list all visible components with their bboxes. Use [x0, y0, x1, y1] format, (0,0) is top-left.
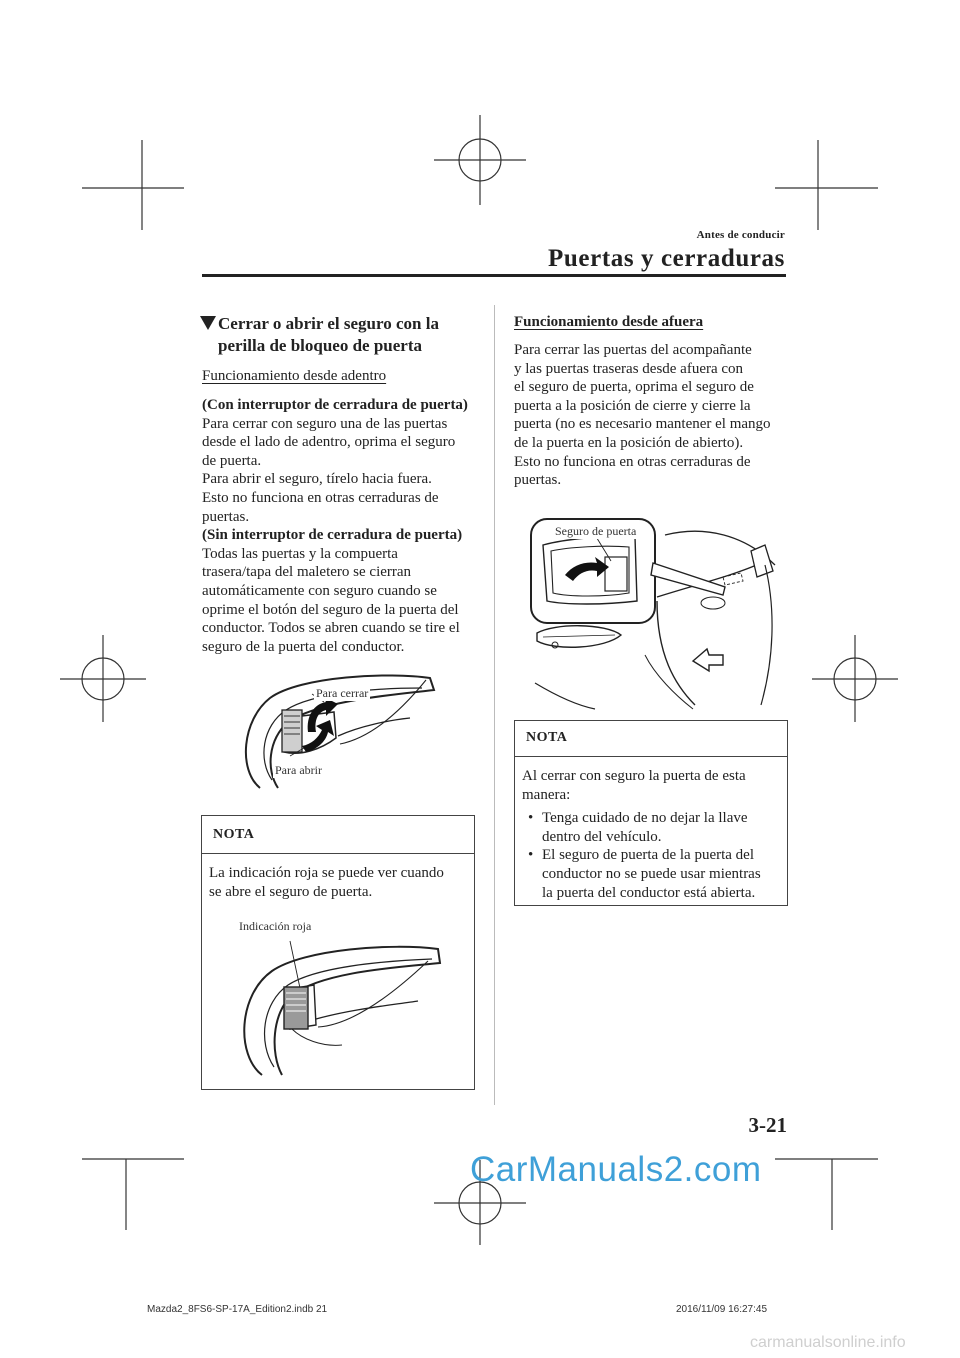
- bold-heading-without-switch: (Sin interruptor de cerradura de puerta): [202, 527, 463, 544]
- label-para-abrir: Para abrir: [275, 763, 322, 777]
- left-body: [202, 396, 492, 656]
- bullet-line: dentro del vehículo.: [542, 828, 662, 845]
- footer-site: carmanualsonline.info: [750, 1334, 906, 1351]
- nota-bullet-list: [522, 809, 779, 902]
- nota-line: La indicación roja se puede ver cuando: [209, 865, 444, 881]
- body-line: Para abrir el seguro, tírelo hacia fuera.: [202, 471, 432, 488]
- body-line: puerta (no es necesario mantener el mango: [514, 416, 771, 433]
- body-line: automáticamente con seguro cuando se: [202, 582, 437, 599]
- nota-divider: [202, 853, 474, 854]
- body-line: Todas las puertas y la compuerta: [202, 545, 398, 562]
- header-rule: [202, 274, 786, 277]
- footer-timestamp: 2016/11/09 16:27:45: [676, 1304, 768, 1315]
- body-line: puertas.: [202, 508, 250, 525]
- body-line: desde el lado de adentro, oprima el seguro: [202, 434, 456, 451]
- page-number: 3-21: [748, 1113, 787, 1137]
- body-line: Esto no funciona en otras cerraduras de: [514, 453, 751, 470]
- nota-line: se abre el seguro de puerta.: [209, 883, 373, 900]
- nota-divider: [515, 756, 787, 757]
- nota-text: [209, 864, 474, 901]
- triangle-bullet-icon: [200, 316, 216, 330]
- watermark-logo: CarManuals2.com: [470, 1150, 762, 1189]
- body-line: Para cerrar con seguro una de las puertas: [202, 415, 448, 432]
- column-divider: [494, 305, 495, 1105]
- nota-text: [522, 767, 779, 902]
- section-heading: [200, 313, 498, 357]
- body-line: y las puertas traseras desde afuera con: [514, 360, 744, 377]
- body-line: de la puerta en la posición de abierto).: [514, 434, 744, 451]
- section-label: Antes de conducir: [696, 229, 785, 241]
- body-line: conductor. Todos se abren cuando se tire el: [202, 620, 460, 637]
- section-heading-line-2: perilla de bloqueo de puerta: [218, 336, 423, 355]
- label-seguro-de-puerta: Seguro de puerta: [555, 524, 637, 538]
- bullet-line: • Tenga cuidado de no dejar la llave: [542, 810, 748, 827]
- bullet-line: conductor no se puede usar mientras: [542, 865, 761, 882]
- right-body: [514, 341, 789, 490]
- body-line: puertas.: [514, 472, 562, 489]
- body-line: el seguro de puerta, oprima el seguro de: [514, 379, 754, 396]
- body-line: puerta a la posición de cierre y cierre la: [514, 397, 751, 414]
- body-line: Esto no funciona en otras cerraduras de: [202, 489, 439, 506]
- body-line: Para cerrar las puertas del acompañante: [514, 342, 752, 358]
- nota-title: NOTA: [526, 730, 568, 745]
- bullet-line: • El seguro de puerta de la puerta del: [542, 847, 754, 864]
- footer-filename: Mazda2_8FS6-SP-17A_Edition2.indb 21: [147, 1304, 328, 1315]
- bold-heading-with-switch: (Con interruptor de cerradura de puerta): [202, 397, 468, 413]
- bullet-item: [522, 846, 779, 902]
- label-indicacion-roja: Indicación roja: [239, 919, 312, 933]
- body-line: de puerta.: [202, 452, 262, 469]
- body-line: trasera/tapa del maletero se cierran: [202, 564, 412, 581]
- subheading-inside: Funcionamiento desde adentro: [202, 368, 387, 384]
- nota-box-right: [514, 720, 788, 906]
- label-para-cerrar: Para cerrar: [316, 686, 369, 700]
- body-line: seguro de la puerta del conductor.: [202, 638, 405, 655]
- bullet-item: [522, 809, 779, 846]
- red-indicator-illustration: [232, 935, 452, 1080]
- nota-line: manera:: [522, 786, 571, 803]
- body-line: oprime el botón del seguro de la puerta del: [202, 601, 459, 618]
- nota-line: Al cerrar con seguro la puerta de esta: [522, 768, 746, 784]
- page-title: Puertas y cerraduras: [548, 245, 785, 272]
- bullet-line: la puerta del conductor está abierta.: [542, 884, 756, 901]
- inside-door-lock-illustration: [230, 660, 440, 800]
- subheading-outside: Funcionamiento desde afuera: [514, 314, 704, 330]
- nota-title: NOTA: [213, 827, 255, 842]
- section-heading-line-1: Cerrar o abrir el seguro con la: [218, 314, 439, 333]
